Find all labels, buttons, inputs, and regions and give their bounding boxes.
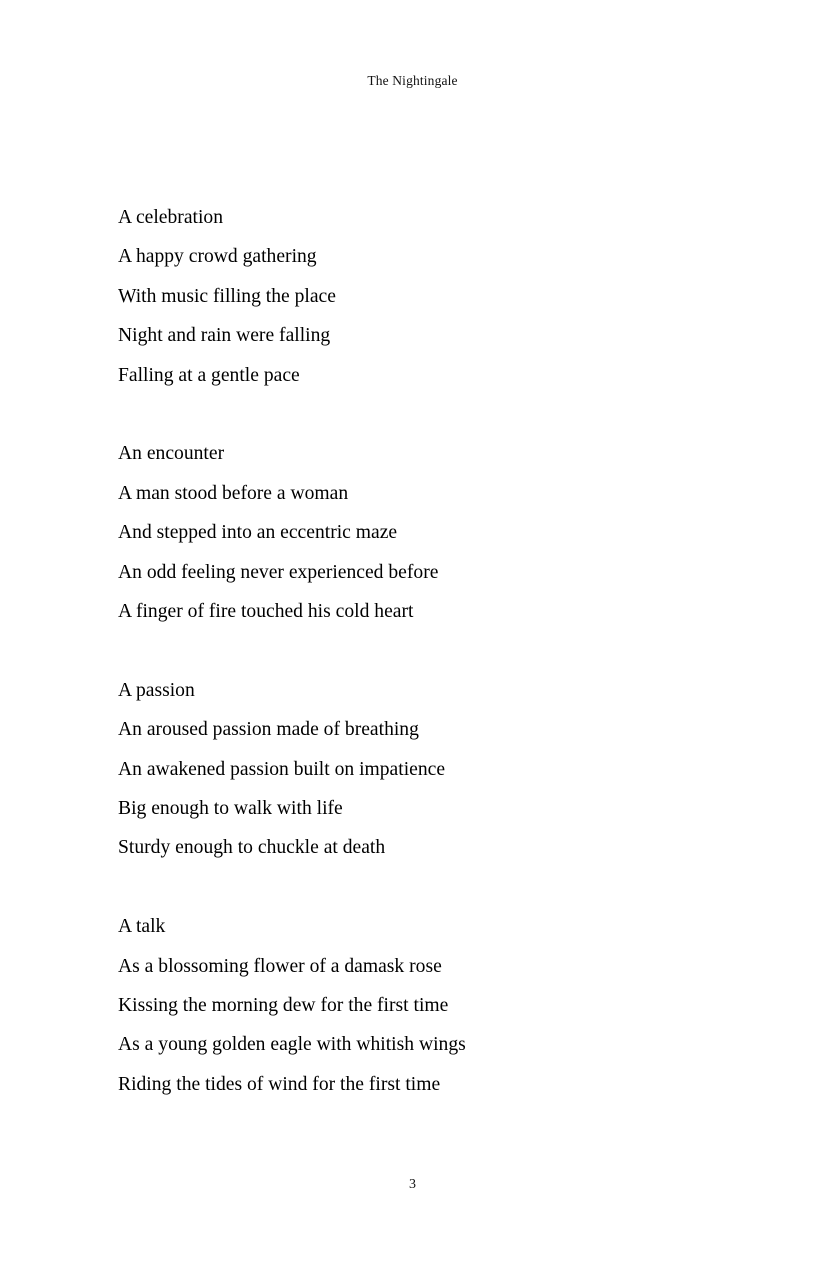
poem-line: Riding the tides of wind for the first time bbox=[118, 1073, 441, 1095]
stanza bbox=[118, 671, 718, 868]
poem-line: A passion bbox=[118, 679, 195, 701]
poem-line: An odd feeling never experienced before bbox=[118, 561, 439, 583]
poem-body bbox=[118, 198, 718, 1104]
stanza bbox=[118, 434, 718, 631]
poem-line: An encounter bbox=[118, 443, 225, 465]
poem-line: Big enough to walk with life bbox=[118, 798, 343, 820]
poem-line: An awakened passion built on impatience bbox=[118, 758, 446, 780]
poem-line: Night and rain were falling bbox=[118, 325, 331, 347]
poem-line: Kissing the morning dew for the first time bbox=[118, 995, 449, 1017]
stanza bbox=[118, 198, 718, 395]
poem-line: A finger of fire touched his cold heart bbox=[118, 601, 414, 623]
poem-line: Sturdy enough to chuckle at death bbox=[118, 837, 386, 859]
poem-line: A celebration bbox=[118, 207, 224, 228]
poem-line: As a blossoming flower of a damask rose bbox=[118, 955, 442, 977]
poem-line: Falling at a gentle pace bbox=[118, 364, 300, 386]
poem-line: And stepped into an eccentric maze bbox=[118, 522, 398, 544]
page-number: 3 bbox=[409, 1177, 416, 1192]
poem-line: An aroused passion made of breathing bbox=[118, 719, 419, 741]
poem-line: As a young golden eagle with whitish wings bbox=[118, 1034, 466, 1056]
poem-line: A man stood before a woman bbox=[118, 482, 349, 504]
running-head: The Nightingale bbox=[367, 73, 458, 88]
poem-line: A happy crowd gathering bbox=[118, 246, 317, 268]
poem-line: A talk bbox=[118, 916, 166, 938]
poem-line: With music filling the place bbox=[118, 285, 336, 307]
stanza bbox=[118, 907, 718, 1104]
